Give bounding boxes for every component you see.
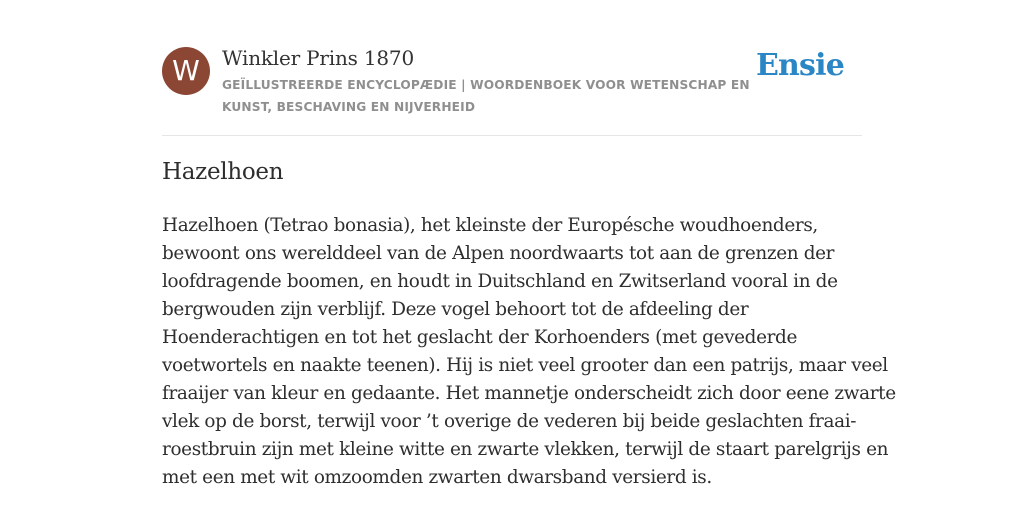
entry-title: Hazelhoen [162,159,284,185]
entry-body-line: Hazelhoen (Tetrao bonasia), het kleinste der Europésche woudhoenders, [162,215,818,236]
entry-body-line: fraaijer van kleur en gedaante. Het mannetje onderscheidt zich door eene zwarte [162,383,896,404]
entry-body-line: vlek op de borst, terwijl voor ’t overige de vederen bij beide geslachten fraai- [162,411,857,432]
entry-body-line: bewoont ons werelddeel van de Alpen noordwaarts tot aan de grenzen der [162,243,835,264]
entry-body-line: bergwouden zijn verblijf. Deze vogel behoort tot de afdeeling der [162,299,749,320]
ensie-logo[interactable]: Ensie [755,48,844,83]
source-avatar[interactable]: W [162,47,210,95]
entry-body-line: voetwortels en naakte teenen). Hij is niet veel grooter dan een patrijs, maar veel [162,355,888,376]
entry-body [162,212,896,492]
entry-body-line: roestbruin zijn met kleine witte en zwarte vlekken, terwijl de staart parelgrijs en [162,439,889,460]
entry-body-line: met een met wit omzoomden zwarten dwarsband versierd is. [162,467,712,488]
source-title[interactable]: Winkler Prins 1870 [222,46,414,70]
entry-body-line: loofdragende boomen, en houdt in Duitschland en Zwitserland vooral in de [162,271,838,292]
source-header [162,44,862,116]
source-subtitle: GEÏLLUSTREERDE ENCYCLOPÆDIE | WOORDENBOEK VOOR WETENSCHAP EN KUNST, BESCHAVING EN NIJVERHEID [222,78,750,114]
header-divider [162,135,862,136]
entry-body-line: Hoenderachtigen en tot het geslacht der Korhoenders (met gevederde [162,327,798,348]
